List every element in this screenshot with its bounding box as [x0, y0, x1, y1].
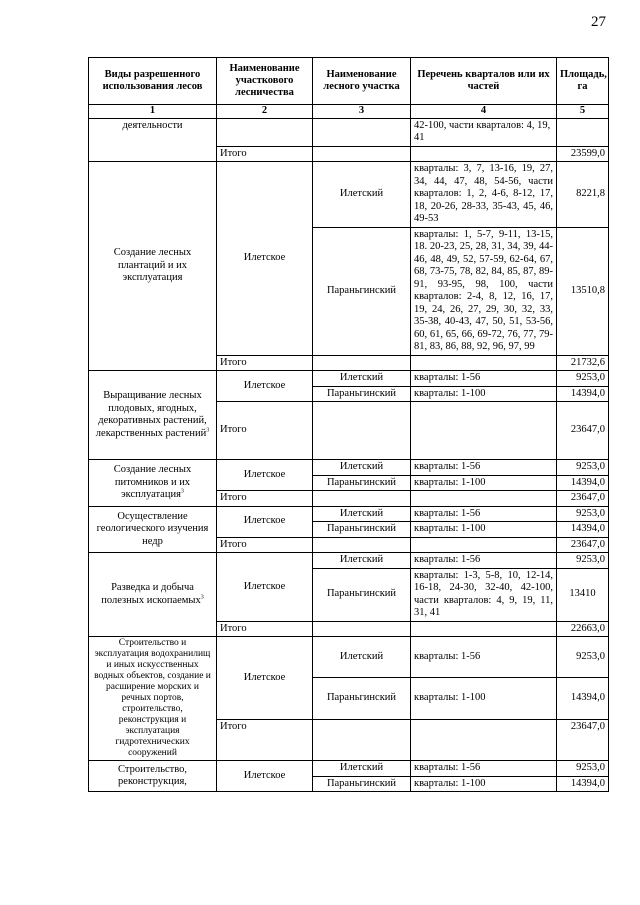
column-number: 2 — [217, 105, 313, 119]
area-cell: 9253,0 — [557, 506, 609, 522]
header-row — [89, 58, 609, 105]
area-cell: 9253,0 — [557, 553, 609, 569]
area-cell: 13510,8 — [557, 227, 609, 355]
quarters-cell: кварталы: 1, 5-7, 9-11, 13-15, 18. 20-23, 25, 28, 31, 34, 39, 44-46, 48, 49, 52, 57-59, 62-64, 67, 68, 73-75, 78, 82, 84, 85, 87, 89- 91, 93-95, 98, 100, части кварталов: 2-4, 8, 12, 16, 17, 19, 24, 26, 27, 29, 30, 32, 33, 35-38, 40-43, 47, 50, 51, 53-56, 60, 61, 65, 66, 69-72, 76, 77, 79-81, 83, 86, 88, 92, 96, 97, 99 — [411, 227, 557, 355]
area-cell: 14394,0 — [557, 386, 609, 402]
total-area: 23647,0 — [557, 402, 609, 460]
table-row — [89, 506, 609, 522]
total-label: Итого — [217, 402, 313, 460]
column-number-row — [89, 105, 609, 119]
header-use-type: Виды разрешенного использования лесов — [89, 58, 217, 105]
forestry-cell: Илетское — [217, 506, 313, 537]
column-number: 1 — [89, 105, 217, 119]
table-row — [89, 761, 609, 777]
plot-cell: Параньгинский — [313, 475, 411, 491]
use-type-cell — [89, 553, 217, 637]
plot-cell: Параньгинский — [313, 227, 411, 355]
use-type-text: Разведка и добыча полезных ископаемых — [101, 582, 201, 606]
total-label: Итого — [217, 146, 313, 162]
quarters-cell: кварталы: 1-56 — [411, 637, 557, 678]
footnote-mark: 3 — [206, 427, 210, 433]
footnote-mark: 3 — [200, 594, 204, 600]
forestry-cell: Илетское — [217, 553, 313, 622]
plot-cell: Параньгинский — [313, 386, 411, 402]
plot-cell: Илетский — [313, 506, 411, 522]
total-area: 23647,0 — [557, 719, 609, 760]
area-cell: 9253,0 — [557, 761, 609, 777]
plot-cell: Илетский — [313, 761, 411, 777]
area-cell: 13410 — [557, 568, 609, 621]
quarters-cell: кварталы: 1-56 — [411, 553, 557, 569]
total-label: Итого — [217, 719, 313, 760]
use-type-cell — [89, 371, 217, 460]
quarters-cell: кварталы: 1-56 — [411, 506, 557, 522]
quarters-cell: кварталы: 3, 7, 13-16, 19, 27, 34, 44, 47, 48, 54-56, части кварталов: 1, 2, 4-6, 8-12, 17, 18, 20-26, 28-33, 35-43, 45, 46, 49-53 — [411, 162, 557, 228]
forestry-cell: Илетское — [217, 761, 313, 792]
plot-cell: Илетский — [313, 637, 411, 678]
forestry-cell: Илетское — [217, 371, 313, 402]
quarters-cell: кварталы: 1-100 — [411, 475, 557, 491]
total-label: Итого — [217, 491, 313, 507]
use-type-cell: Строительство и эксплуатация водохранилищ и иных искусственных водных объектов, создание и расширение морских и речных портов, строительство, реконструкция и эксплуатация гидротехнических сооружений — [89, 637, 217, 761]
plot-cell: Параньгинский — [313, 776, 411, 792]
total-label: Итого — [217, 621, 313, 637]
plot-cell: Илетский — [313, 371, 411, 387]
plot-cell: Параньгинский — [313, 568, 411, 621]
area-cell: 14394,0 — [557, 522, 609, 538]
quarters-cell: кварталы: 1-56 — [411, 761, 557, 777]
area-cell: 14394,0 — [557, 776, 609, 792]
header-area: Площадь, га — [557, 58, 609, 105]
forest-use-table — [88, 57, 609, 792]
table-row — [89, 553, 609, 569]
quarters-cell: кварталы: 1-100 — [411, 522, 557, 538]
use-type-text: Выращивание лесных плодовых, ягодных, декоративных растений, лекарственных растений — [95, 390, 207, 439]
total-label: Итого — [217, 537, 313, 553]
use-type-cell: деятельности — [89, 118, 217, 162]
use-type-cell: Создание лесных плантаций и их эксплуатация — [89, 162, 217, 371]
quarters-cell: кварталы: 1-100 — [411, 386, 557, 402]
use-type-cell: Строительство, реконструкция, — [89, 761, 217, 792]
total-area: 23647,0 — [557, 537, 609, 553]
area-cell: 9253,0 — [557, 460, 609, 476]
quarters-cell: кварталы: 1-100 — [411, 776, 557, 792]
total-area: 22663,0 — [557, 621, 609, 637]
area-cell: 9253,0 — [557, 371, 609, 387]
header-quarters: Перечень кварталов или их частей — [411, 58, 557, 105]
area-cell: 14394,0 — [557, 475, 609, 491]
plot-cell: Илетский — [313, 553, 411, 569]
plot-cell: Илетский — [313, 162, 411, 228]
page-number: 27 — [591, 14, 606, 30]
forestry-cell: Илетское — [217, 637, 313, 720]
column-number: 3 — [313, 105, 411, 119]
area-cell: 14394,0 — [557, 678, 609, 719]
footnote-mark: 3 — [180, 488, 184, 495]
total-label: Итого — [217, 355, 313, 371]
quarters-cell: 42-100, части кварталов: 4, 19, 41 — [411, 118, 557, 146]
plot-cell: Параньгинский — [313, 678, 411, 719]
quarters-cell: кварталы: 1-56 — [411, 371, 557, 387]
use-type-cell: Осуществление геологического изучения недр — [89, 506, 217, 553]
plot-cell: Илетский — [313, 460, 411, 476]
header-plot: Наименование лесного участка — [313, 58, 411, 105]
forestry-cell: Илетское — [217, 460, 313, 491]
column-number: 5 — [557, 105, 609, 119]
column-number: 4 — [411, 105, 557, 119]
table-row — [89, 162, 609, 228]
table-row — [89, 118, 609, 146]
total-area: 21732,6 — [557, 355, 609, 371]
total-area: 23599,0 — [557, 146, 609, 162]
table-row — [89, 460, 609, 476]
plot-cell: Параньгинский — [313, 522, 411, 538]
area-cell: 8221,8 — [557, 162, 609, 228]
table-row — [89, 637, 609, 678]
quarters-cell: кварталы: 1-3, 5-8, 10, 12-14, 16-18, 24-30, 32-40, 42-100, части кварталов: 4, 9, 19, 11, 31, 41 — [411, 568, 557, 621]
total-area: 23647,0 — [557, 491, 609, 507]
quarters-cell: кварталы: 1-100 — [411, 678, 557, 719]
use-type-cell — [89, 460, 217, 507]
quarters-cell: кварталы: 1-56 — [411, 460, 557, 476]
area-cell: 9253,0 — [557, 637, 609, 678]
use-type-text: Создание лесных питомников и их эксплуатация — [113, 464, 192, 500]
header-forestry: Наименование участкового лесничества — [217, 58, 313, 105]
table-row — [89, 371, 609, 387]
forestry-cell: Илетское — [217, 162, 313, 356]
